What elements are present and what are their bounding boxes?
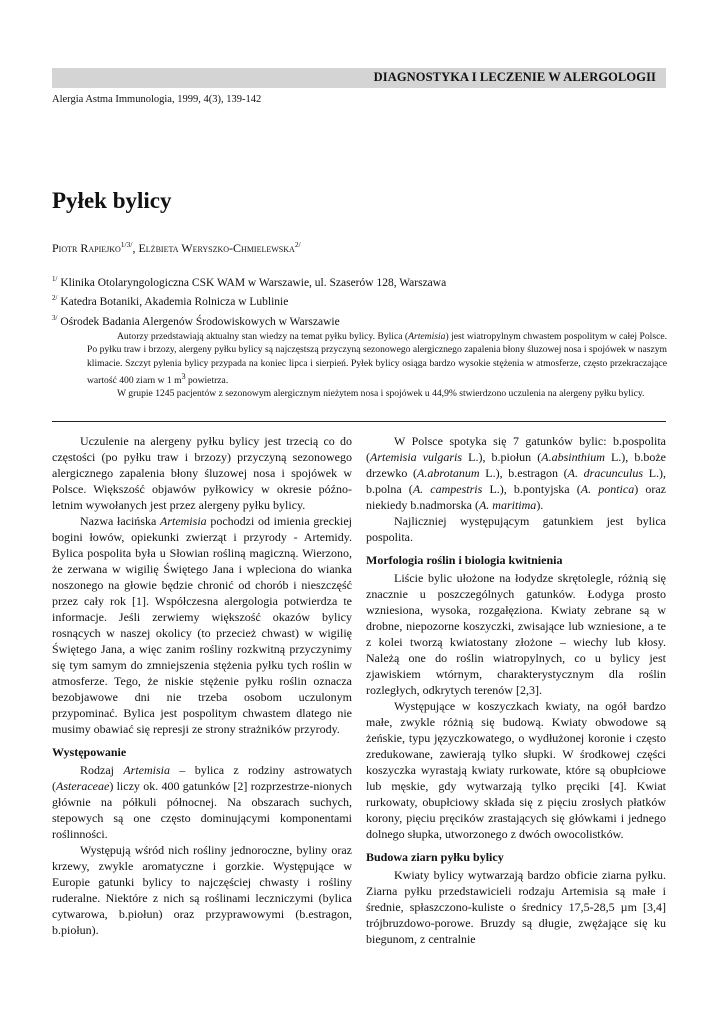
latin-term: A. dracunculus (567, 466, 643, 480)
body-text: L.), b.boże drzewko ( (366, 450, 666, 480)
latin-term: A. pontica (580, 482, 635, 496)
section-header-title: DIAGNOSTYKA I LECZENIE W ALERGOLOGII (373, 70, 656, 84)
affiliation-item (52, 311, 672, 330)
body-text: – bylica z rodziny astrowatych ( (52, 763, 353, 793)
affiliation-text: Katedra Botaniki, Akademia Rolnicza w Lublinie (60, 296, 289, 309)
body-text: W Polsce spotyka się 7 gatunków bylic: b.pospolita ( (366, 434, 666, 464)
body-column-left (52, 433, 352, 938)
affiliation-list (52, 272, 672, 330)
abstract-text: Autorzy przedstawiają aktualny stan wiedzy na temat pyłku bylicy. Bylica ( (117, 331, 409, 342)
body-text: L.), b.pontyjska ( (482, 482, 581, 496)
author-line (52, 240, 301, 256)
body-paragraph: Występują wśród nich rośliny jednoroczne, byliny oraz krzewy, zwykle aromatyczne i gorzkie. Występujące w Europie gatunki bylicy to najczęściej chwasty i rośliny ruderalne. Niektóre z nich są roślinami leczniczymi (bylica cytwarowa, b.piołun) oraz przyprawowymi (b.estragon, b.piołun). (52, 843, 352, 937)
latin-term: Artemisia vulgaris (370, 450, 463, 464)
latin-term: Artemisia (159, 514, 207, 528)
body-paragraph: Kwiaty bylicy wytwarzają bardzo obficie ziarna pyłku. Ziarna pyłku przedstawicieli rodzaju Artemisia są małe i średnie, spłaszczono-kuliste o średnicy 17,5-28,5 µm [3,4] trójbruzdowo-porowe. Bruzdy są długie, zwężające się ku biegunom, z centralnie (366, 868, 666, 946)
body-paragraph: Liście bylic ułożone na łodydze skrętolegle, różnią się znacznie u poszczególnych gatunków. Łodyga prosto wzniesiona, wysoka, rozgałęziona. Kwiaty zebrane są w drobne, niepozorne koszyczki, zwisające lub wzniesione, a te z kolei tworzą kwiatostany złożone – wiechy lub kłosy. Należą one do roślin wiatropylnych, co u bylicy jest zjawiskiem wtórnym, charakterystycznym dla roślin rozległych, odkrytych terenów [2,3]. (366, 571, 666, 697)
body-paragraph (52, 513, 352, 737)
latin-term: A.absinthium (541, 450, 605, 464)
author-affiliation-mark: 1/3/ (120, 240, 133, 249)
body-text: Nazwa łacińska (80, 514, 160, 528)
abstract-text: powietrza. (185, 375, 229, 387)
author-separator: , (132, 241, 139, 255)
article-title: Pyłek bylicy (52, 188, 172, 213)
body-text: Rodzaj (80, 763, 124, 777)
body-text: ). (536, 498, 544, 512)
latin-term: A. maritima (478, 498, 537, 512)
author-affiliation-mark: 2/ (294, 240, 301, 249)
latin-term: A.abrotanum (417, 466, 480, 480)
body-text: L.), b.polna ( (366, 466, 667, 496)
latin-term: A. campestris (412, 482, 483, 496)
body-text: L.), b.estragon ( (479, 466, 568, 480)
journal-citation: Alergia Astma Immunologia, 1999, 4(3), 139-142 (52, 94, 262, 105)
affiliation-text: Klinika Otolaryngologiczna CSK WAM w Warszawie, ul. Szaserów 128, Warszawa (60, 276, 447, 289)
abstract-latin-term: Artemisia (408, 331, 446, 342)
affiliation-mark: 2/ (52, 294, 58, 303)
abstract-paragraph: W grupie 1245 pacjentów z sezonowym alergicznym nieżytem nosa i spojówek u 44,9% stwierdzono uczulenia na alergeny pyłku bylicy. (117, 388, 645, 400)
affiliation-item (52, 272, 672, 291)
abstract-divider (52, 421, 666, 422)
affiliation-item (52, 291, 672, 310)
body-text: L.), b.piołun ( (462, 450, 542, 464)
abstract-text: ) jest wiatropylnym chwastem pospolitym w całej Polsce. Po pyłku traw i brzozy, alergeny pyłku bylicy są najczęstszą przyczyną sezonowego alergicznego zapalenia błony śluzowej nosa i spojówek w naszym klimacie. Szczyt pylenia bylicy przypada na koniec lipca i sierpień. Pyłek bylicy osiąga bardzo wysokie stężenia w atmosferze, często przekraczające wartość 400 ziarn w 1 m (87, 331, 668, 387)
abstract (87, 330, 667, 401)
abstract-superscript: 3 (181, 371, 186, 381)
section-heading-morphology: Morfologia roślin i biologia kwitnienia (366, 553, 563, 567)
body-text: pochodzi od imienia greckiej bogini łowów, opiekunki zwierząt i przyrody - Artemidy. Bylica pospolita była u Słowian rośliną magiczną. Wierzono, że zerwana w wigilię Świętego Jana i wpleciona do wianka noszonego na głowie będzie chronić od chorób i nieszczęść przez cały rok [1]. Współczesna alergologia potwierdza te informacje. Jeśli zerwiemy większość okazów bylicy rosnących w naszej okolicy (to przecież chwast) w wigilię Świętego Jana, a więc zanim rośliny rozkwitną przyczynimy się tym samym do zmniejszenia stężenia pyłku tych roślin w atmosferze. Tego, że niskie stężenie pyłku roślin oznacza bezobjawowe dni nie trzeba osobom uczulonym przypominać. Bylica jest pospolitym chwastem dlatego nie musimy obawiać się represji ze strony strażników przyrody. (52, 514, 352, 736)
body-paragraph (52, 762, 352, 842)
section-heading-occurrence: Występowanie (52, 745, 127, 759)
body-paragraph (366, 433, 666, 513)
abstract-paragraph (87, 330, 667, 387)
section-heading-pollen-structure: Budowa ziarn pyłku bylicy (366, 850, 504, 864)
body-paragraph: Występujące w koszyczkach kwiaty, na ogół bardzo małe, zwykle różnią się budową. Kwiaty obwodowe są żeńskie, typu języczkowatego, o wydłużonej koronie i często zredukowane, zawierają tylko słupki. W środkowej części koszyczka wyrastają kwiaty rurkowate, które są obupłciowe lub męskie, gdy wytwarzają tylko pręciki [4]. Kwiat rurkowaty, obupłciowy składa się z pięciu zrosłych płatków korony, pięciu pręcików zrastających się główkami i jednego dolnego słupka, utworzonego z dwóch owocolistków. (366, 699, 666, 841)
body-paragraph: Uczulenie na alergeny pyłku bylicy jest trzecią co do częstości (po pyłku traw i brzozy) przyczyną sezonowego alergicznego zapalenia błony śluzowej nosa i spojówek w Polsce. Większość objawów pyłkowicy w okresie późno-letnim wywołanych jest przez alergeny pyłku bylicy. (52, 434, 352, 512)
author-name: Piotr Rapiejko (52, 241, 121, 255)
latin-term: Asteraceae (56, 779, 110, 793)
section-header-bar (52, 68, 666, 88)
body-text: ) oraz niekiedy b.nadmorska ( (366, 482, 667, 512)
body-paragraph: Najliczniej występującym gatunkiem jest bylica pospolita. (366, 514, 666, 544)
author-name: Elżbieta Weryszko-Chmielewska (138, 241, 295, 255)
affiliation-mark: 1/ (52, 275, 58, 283)
body-column-right (366, 433, 666, 947)
latin-term: Artemisia (123, 763, 171, 777)
affiliation-text: Ośrodek Badania Alergenów Środowiskowych w Warszawie (60, 315, 340, 328)
body-text: ) liczy ok. 400 gatunków [2] rozprzestrze-nionych głównie na półkuli północnej. Na obszarach suchych, stepowych są one często dominującymi komponentami roślinności. (52, 779, 352, 841)
affiliation-mark: 3/ (52, 313, 58, 322)
